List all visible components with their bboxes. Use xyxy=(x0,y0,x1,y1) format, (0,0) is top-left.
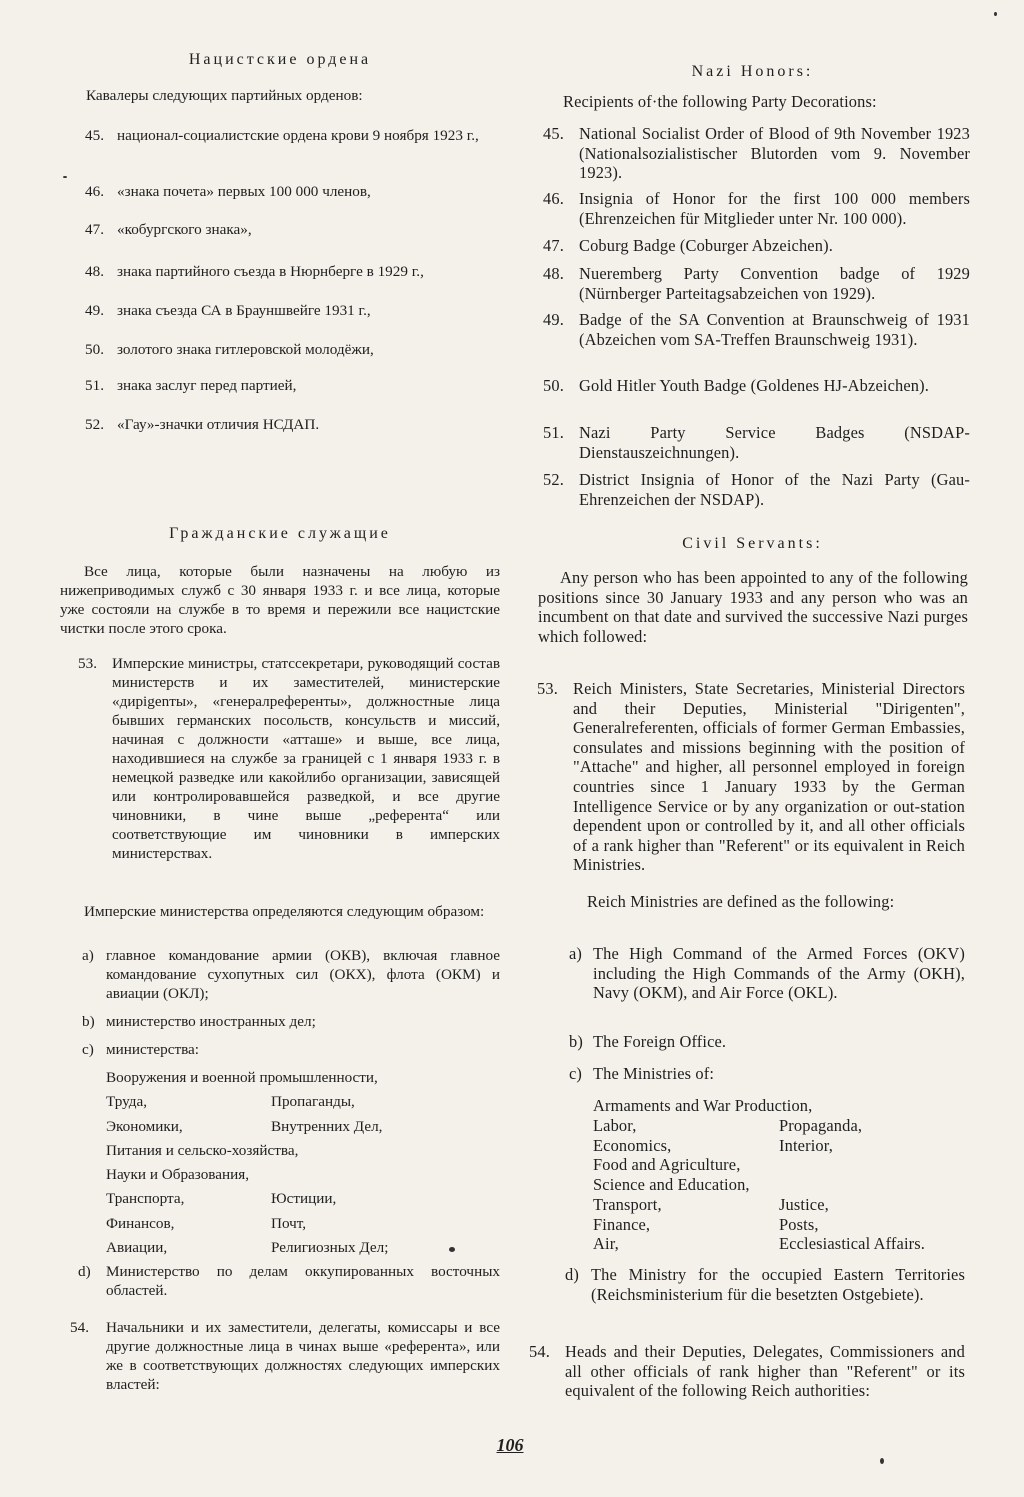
ru-sub-text: министерства: xyxy=(106,1041,200,1058)
ru-sub-b xyxy=(82,1012,500,1031)
ru-item-number: 54. xyxy=(70,1319,89,1336)
ru-ministry-name: Авиации, xyxy=(106,1239,168,1257)
en-list-item xyxy=(543,236,970,256)
en-civil-heading: Civil Servants: xyxy=(682,535,823,552)
en-item-number: 47. xyxy=(543,236,564,255)
en-ministries-intro: Reich Ministries are defined as the following: xyxy=(587,892,895,911)
en-item-text: Gold Hitler Youth Badge (Goldenes HJ-Abzeichen). xyxy=(579,376,929,395)
ru-ministry-name: Вооружения и военной промышленности, xyxy=(106,1069,378,1086)
ru-ministry-name: Религиозных Дел; xyxy=(271,1239,389,1257)
ru-ministry-name: Почт, xyxy=(271,1214,307,1232)
ru-sub-label: a) xyxy=(82,947,94,964)
ru-item-text: Начальники и их заместители, делегаты, комиссары и все другие должностные лица в чинах выше «референта», или же в соответствующих должностях следующих имперских властей: xyxy=(106,1319,500,1393)
ru-list-item xyxy=(85,126,500,145)
ru-list-item xyxy=(85,301,500,320)
ru-ministry-name: Питания и сельско-хозяйства, xyxy=(106,1141,299,1159)
en-sub-text: The Ministries of: xyxy=(593,1064,715,1083)
ru-item-number: 51. xyxy=(85,377,104,394)
ru-item-number: 50. xyxy=(85,341,104,358)
ru-ministry-name: Транспорта, xyxy=(106,1190,185,1208)
en-civil-intro: Any person who has been appointed to any of the following positions since 30 January 1933 and any person who was an incumbent on that date and survived the successive Nazi purges which followed: xyxy=(538,568,968,646)
en-sub-text: The High Command of the Armed Forces (OKV) including the High Commands of the Army (OKH), Navy (OKM), and Air Force (OKL). xyxy=(593,944,965,1003)
ru-item-text: знака съезда СА в Брауншвейге 1931 г., xyxy=(117,302,371,319)
en-item-text: Heads and their Deputies, Delegates, Commissioners and all other officials of rank higher than "Referent" or its equivalent of the following Reich authorities: xyxy=(565,1342,965,1401)
en-item-number: 51. xyxy=(543,423,564,442)
scan-speck xyxy=(880,1458,884,1464)
scan-speck xyxy=(63,176,67,178)
en-item-text: Badge of the SA Convention at Braunschweig of 1931 (Abzeichen vom SA-Treffen Braunschweig 1931). xyxy=(579,310,970,349)
ru-item-text: знака заслуг перед партией, xyxy=(117,377,297,394)
en-item-text: Reich Ministers, State Secretaries, Ministerial Directors and their Deputies, Ministerial "Dirigenten", Generalreferenten, officials of former German Embassies, consulates and missions beginning with the position of "Attache" and higher, all personnel employed in foreign countries since 1 January 1933 by the German Intelligence Service or by any organization or out-station dependent upon or controlled by it, and all other officials of a rank higher than "Referent" or its equivalent in Reich Ministries. xyxy=(573,679,965,875)
en-ministry-name: Interior, xyxy=(779,1135,833,1155)
ru-list-item xyxy=(85,262,500,281)
en-ministry-name: Transport, xyxy=(593,1194,662,1214)
ru-sub-text: Министерство по делам оккупированных восточных областей. xyxy=(106,1263,500,1299)
en-ministry-name: Propaganda, xyxy=(779,1115,863,1135)
ru-item-number: 46. xyxy=(85,183,104,200)
en-sub-label: a) xyxy=(569,944,583,963)
ru-ministry-name xyxy=(271,1141,500,1160)
ru-item-53 xyxy=(78,654,500,863)
ru-item-number: 47. xyxy=(85,221,104,238)
ru-item-text: Имперские министры, статссекретари, руководящий состав министерств и их заместителей, министерские «дирigenты», «генералреференты», должностные лица бывших германских посольств, консульств и миссий, начиная с должности «атташе» и выше, все лица, находившиеся на службе за границей с 1 января 1933 г. в немецкой разведке или какойлибо организации, зависящей или контролировавшейся разведкой, и все другие чиновники, в чине выше „референта“ или соответствующие им чиновники в имперских министерствах. xyxy=(112,655,500,862)
en-ministry-name: Ecclesiastical Affairs. xyxy=(779,1234,926,1254)
ru-sub-label: c) xyxy=(82,1041,94,1058)
en-sub-label: c) xyxy=(569,1064,583,1083)
en-ministries-list xyxy=(593,1096,965,1254)
ru-item-number: 45. xyxy=(85,127,104,144)
ru-ministry-name: Финансов, xyxy=(106,1214,175,1232)
en-sub-b xyxy=(569,1032,965,1052)
ru-list-item xyxy=(85,182,500,201)
en-item-54 xyxy=(529,1342,965,1401)
en-ministry-name: Air, xyxy=(593,1234,619,1254)
ru-item-number: 48. xyxy=(85,263,104,280)
en-sub-a xyxy=(569,944,965,1003)
en-list-item xyxy=(543,423,970,462)
en-sub-text: The Ministry for the occupied Eastern Territories (Reichsministerium für die besetzten Ostgebiete). xyxy=(591,1265,965,1304)
en-list-item xyxy=(543,470,970,509)
en-ministry-name: Justice, xyxy=(779,1194,829,1214)
en-list-item xyxy=(543,124,970,183)
ru-ministries-intro: Имперские министерства определяются следующим образом: xyxy=(84,903,485,920)
en-list-item xyxy=(543,376,970,396)
en-item-text: District Insignia of Honor of the Nazi Party (Gau-Ehrenzeichen der NSDAP). xyxy=(579,470,970,509)
en-item-number: 50. xyxy=(543,376,564,395)
en-sub-c xyxy=(569,1064,965,1084)
en-list-item xyxy=(543,310,970,349)
ru-list-item xyxy=(85,220,500,239)
en-item-number: 53. xyxy=(537,679,558,698)
ru-nazi-heading: Нацистские ордена xyxy=(188,51,372,68)
en-item-number: 54. xyxy=(529,1342,550,1361)
ru-list-item xyxy=(85,376,500,395)
en-item-text: National Socialist Order of Blood of 9th November 1923 (Nationalsozialistischer Blutorden vom 9. November 1923). xyxy=(579,124,970,183)
en-ministry-name: Posts, xyxy=(779,1214,819,1234)
en-item-53 xyxy=(537,679,965,875)
ru-ministry-name: Науки и Образования, xyxy=(106,1166,250,1184)
ru-item-text: знака партийного съезда в Нюрнберге в 1929 г., xyxy=(117,263,424,280)
en-ministry-name: Economics, xyxy=(593,1135,672,1155)
en-ministry-name: Food and Agriculture, xyxy=(593,1155,741,1175)
en-item-text: Nueremberg Party Convention badge of 1929 (Nürnberger Parteitagsabzeichen von 1929). xyxy=(579,264,970,303)
ru-item-number: 52. xyxy=(85,416,104,433)
ru-item-text: «Гау»-значки отличия НСДАП. xyxy=(117,416,320,433)
page-number: 106 xyxy=(496,1435,524,1455)
ru-ministry-name xyxy=(271,1165,500,1184)
en-item-text: Nazi Party Service Badges (NSDAP-Dienstauszeichnungen). xyxy=(579,423,970,462)
en-ministry-name: Finance, xyxy=(593,1214,651,1234)
en-item-number: 48. xyxy=(543,264,564,283)
ru-sub-text: главное командование армии (ОКВ), включая главное командование сухопутных сил (ОКХ), флота (ОКМ) и авиации (ОКЛ); xyxy=(106,947,500,1002)
ru-item-text: «знака почета» первых 100 000 членов, xyxy=(117,183,371,200)
ru-ministry-name: Труда, xyxy=(106,1093,147,1111)
ru-ministries-list xyxy=(106,1068,500,1257)
en-list-item xyxy=(543,264,970,303)
en-ministry-name: Armaments and War Production, xyxy=(593,1096,813,1115)
ru-item-text: «кобургского знака», xyxy=(117,221,252,238)
en-sub-text: The Foreign Office. xyxy=(593,1032,727,1051)
ru-ministry-name: Юстиции, xyxy=(271,1190,337,1208)
scan-speck xyxy=(449,1247,455,1252)
ru-item-text: национал-социалистские ордена крови 9 ноября 1923 г., xyxy=(117,127,479,144)
en-sub-label: b) xyxy=(569,1032,583,1051)
ru-civil-heading: Гражданские служащие xyxy=(169,525,391,542)
en-item-number: 49. xyxy=(543,310,564,329)
ru-ministry-name: Пропаганды, xyxy=(271,1093,355,1111)
scan-speck xyxy=(994,12,997,16)
en-ministry-name: Science and Education, xyxy=(593,1175,750,1195)
ru-sub-label: d) xyxy=(78,1263,91,1280)
ru-ministry-name: Экономики, xyxy=(106,1117,183,1135)
ru-sub-a xyxy=(82,946,500,1003)
ru-item-text: золотого знака гитлеровской молодёжи, xyxy=(117,341,374,358)
ru-sub-c xyxy=(82,1040,500,1059)
ru-civil-intro: Все лица, которые были назначены на любую из нижеприводимых служб с 30 января 1933 г. и все лица, которые уже состояли на службе в то время и пережили все нацистские чистки после этого срока. xyxy=(60,563,500,637)
ru-sub-text: министерство иностранных дел; xyxy=(106,1013,316,1030)
ru-sub-d xyxy=(78,1262,500,1300)
en-nazi-intro: Recipients of·the following Party Decorations: xyxy=(563,92,877,111)
en-ministry-name xyxy=(779,1155,965,1175)
en-ministry-name xyxy=(779,1175,965,1195)
en-item-text: Insignia of Honor for the first 100 000 members (Ehrenzeichen für Mitglieder unter Nr. 100 000). xyxy=(579,189,970,228)
en-sub-d xyxy=(565,1265,965,1304)
en-list-item xyxy=(543,189,970,228)
ru-list-item xyxy=(85,415,500,434)
en-nazi-heading: Nazi Honors: xyxy=(691,63,814,80)
en-item-number: 52. xyxy=(543,470,564,489)
en-sub-label: d) xyxy=(565,1265,579,1284)
ru-item-number: 53. xyxy=(78,655,97,672)
en-item-number: 46. xyxy=(543,189,564,208)
ru-sub-label: b) xyxy=(82,1013,95,1030)
en-item-number: 45. xyxy=(543,124,564,143)
en-ministry-name: Labor, xyxy=(593,1115,637,1135)
ru-ministry-name: Внутренних Дел, xyxy=(271,1117,383,1135)
ru-item-54 xyxy=(70,1318,500,1394)
ru-nazi-intro: Кавалеры следующих партийных орденов: xyxy=(86,87,363,104)
ru-list-item xyxy=(85,340,500,359)
en-item-text: Coburg Badge (Coburger Abzeichen). xyxy=(579,236,833,255)
ru-item-number: 49. xyxy=(85,302,104,319)
